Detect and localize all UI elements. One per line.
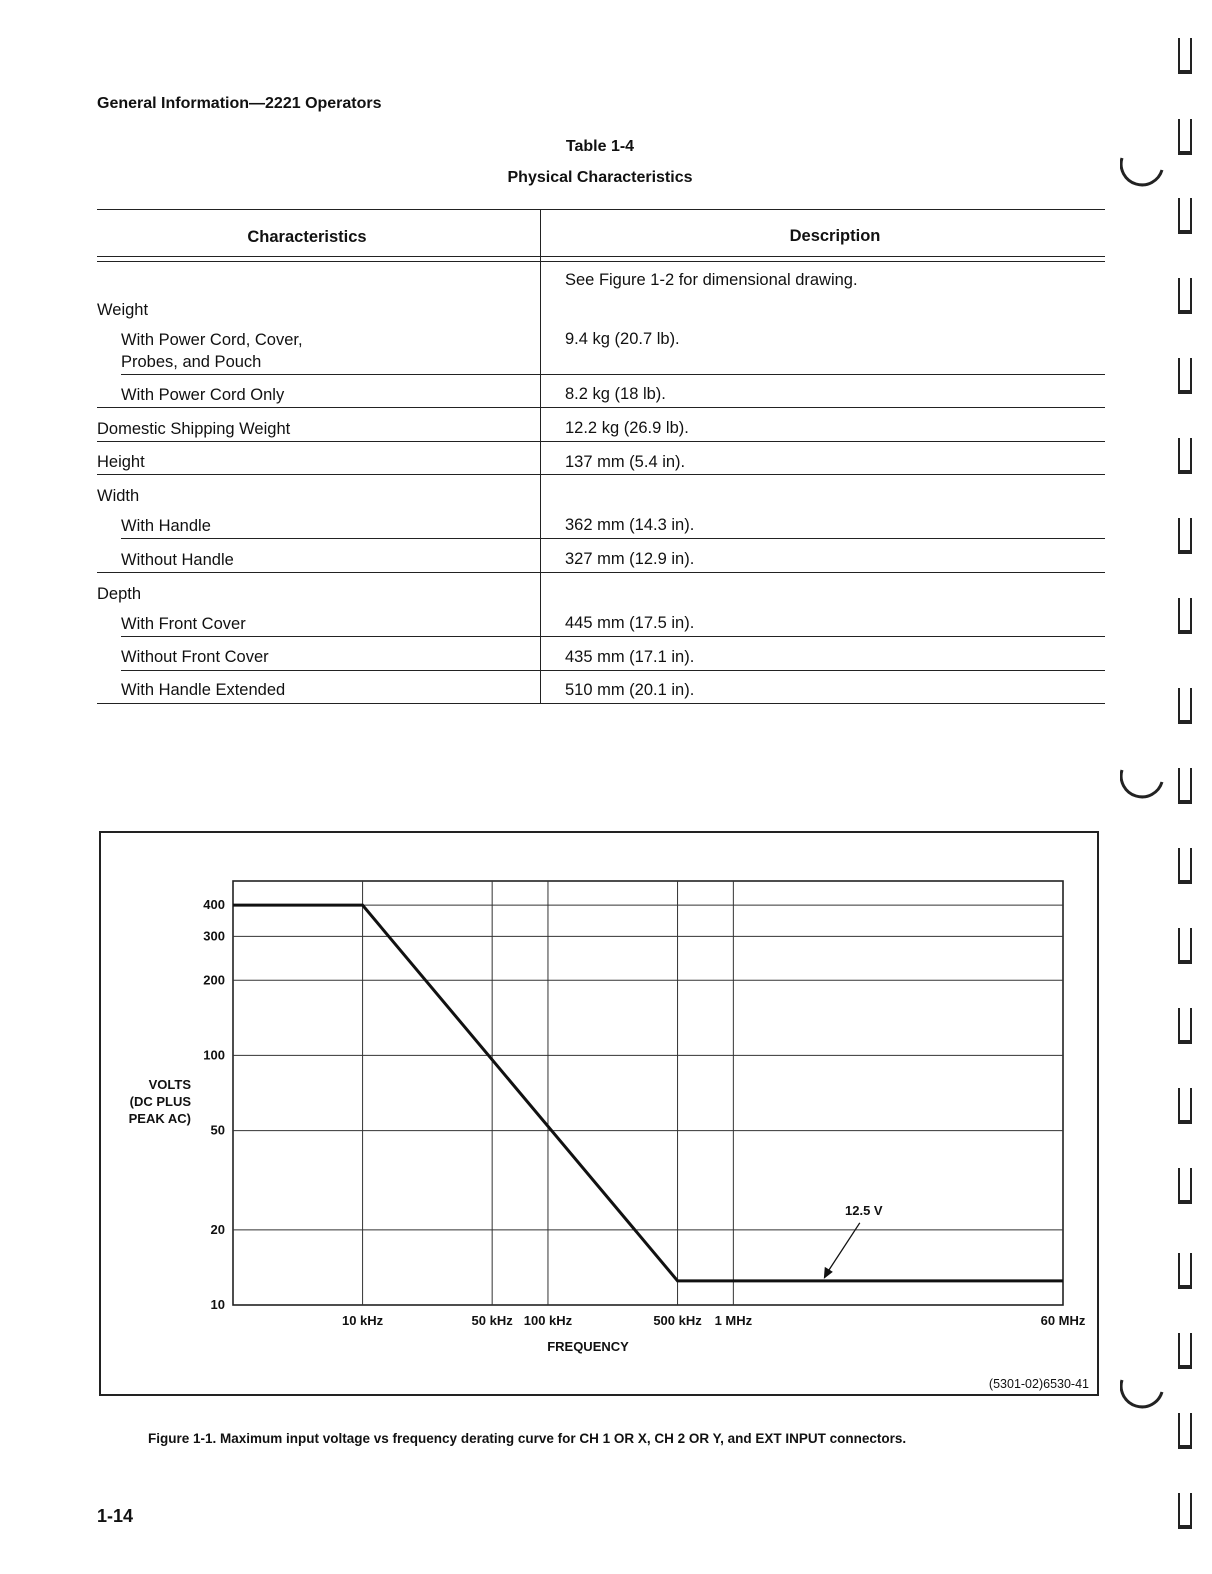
- y-tick-label: 400: [203, 897, 225, 913]
- y-tick-label: 100: [203, 1047, 225, 1063]
- table-title: Physical Characteristics: [507, 169, 693, 186]
- figure-frame: [99, 831, 1099, 1396]
- binder-hole: [1178, 598, 1192, 634]
- row-label-weight-full-cont: Probes, and Pouch: [121, 353, 262, 371]
- binder-hole: [1178, 358, 1192, 394]
- row-value-width-handle: 362 mm (14.3 in).: [565, 516, 695, 534]
- header-rule-2: [97, 261, 1105, 262]
- row-rule: [121, 670, 1105, 671]
- row-rule: [121, 538, 1105, 539]
- binder-hole: [1178, 1253, 1192, 1289]
- binder-hole: [1178, 518, 1192, 554]
- row-value-depth-cover: 445 mm (17.5 in).: [565, 614, 695, 632]
- row-label-weight-cord: With Power Cord Only: [121, 386, 285, 404]
- table-bottom-rule: [97, 703, 1105, 704]
- row-label-width-nohandle: Without Handle: [121, 551, 234, 569]
- x-tick-label: 10 kHz: [341, 1313, 384, 1328]
- row-value-depth-handle: 510 mm (20.1 in).: [565, 681, 695, 699]
- binder-hole: [1178, 198, 1192, 234]
- binder-hole: [1178, 1008, 1192, 1044]
- row-label-depth-cover: With Front Cover: [121, 615, 246, 633]
- row-label-depth-nocover: Without Front Cover: [121, 648, 269, 666]
- y-tick-label: 50: [210, 1122, 225, 1138]
- row-value-shipping: 12.2 kg (26.9 lb).: [565, 419, 689, 437]
- binder-hole: [1178, 1493, 1192, 1529]
- binder-hole: [1178, 768, 1192, 804]
- row-label-width-handle: With Handle: [121, 517, 211, 535]
- y-tick-label: 20: [210, 1221, 225, 1237]
- derating-chart: [101, 833, 1097, 1394]
- annotation-arrow-line: [826, 1223, 860, 1275]
- y-axis-label: PEAK AC): [128, 1110, 191, 1126]
- ring-hole: [1120, 150, 1164, 194]
- row-label-depth: Depth: [97, 585, 142, 603]
- y-tick-label: 200: [203, 972, 225, 988]
- binder-hole: [1178, 119, 1192, 155]
- row-label-height: Height: [97, 453, 145, 471]
- figure-caption: Figure 1-1. Maximum input voltage vs frequency derating curve for CH 1 OR X, CH 2 OR Y, and EXT INPUT connectors.: [148, 1431, 907, 1446]
- binder-hole: [1178, 928, 1192, 964]
- y-axis-label: VOLTS: [148, 1076, 191, 1092]
- row-value-height: 137 mm (5.4 in).: [565, 453, 686, 471]
- y-tick-label: 10: [210, 1297, 225, 1312]
- row-rule: [97, 441, 1105, 442]
- ring-hole: [1120, 762, 1164, 806]
- binder-hole: [1178, 848, 1192, 884]
- binder-hole: [1178, 438, 1192, 474]
- plot-frame: [233, 881, 1063, 1305]
- row-value-width-nohandle: 327 mm (12.9 in).: [565, 550, 695, 568]
- row-rule: [97, 572, 1105, 573]
- annotation-arrowhead: [824, 1267, 833, 1279]
- figure-part-number: (5301-02)6530-41: [988, 1377, 1089, 1391]
- row-value-depth-nocover: 435 mm (17.1 in).: [565, 648, 695, 666]
- row-label-weight-full: With Power Cord, Cover,: [121, 331, 303, 349]
- x-tick-label: 500 kHz: [653, 1313, 702, 1328]
- page-number: 1-14: [97, 1506, 134, 1526]
- header-rule-1: [97, 256, 1105, 257]
- binder-hole: [1178, 1168, 1192, 1204]
- row-value-weight-full: 9.4 kg (20.7 lb).: [565, 330, 680, 348]
- annotation-label: 12.5 V: [845, 1202, 883, 1218]
- row-rule: [97, 474, 1105, 475]
- y-axis-label: (DC PLUS: [129, 1093, 191, 1109]
- x-tick-label: 50 kHz: [471, 1313, 513, 1328]
- row-rule: [121, 374, 1105, 375]
- row-label-weight: Weight: [97, 301, 149, 319]
- row-rule: [97, 407, 1105, 408]
- table-number: Table 1-4: [565, 138, 635, 155]
- row-label-depth-handle: With Handle Extended: [121, 681, 286, 699]
- binder-hole: [1178, 1088, 1192, 1124]
- row-rule: [121, 636, 1105, 637]
- running-header: General Information—2221 Operators: [97, 95, 382, 112]
- binder-hole: [1178, 38, 1192, 74]
- column-divider: [540, 210, 541, 704]
- table-note: See Figure 1-2 for dimensional drawing.: [565, 271, 858, 289]
- binder-hole: [1178, 278, 1192, 314]
- binder-hole: [1178, 688, 1192, 724]
- x-tick-label: 60 MHz: [1040, 1313, 1086, 1328]
- column-header-characteristics: Characteristics: [247, 228, 367, 246]
- row-label-shipping: Domestic Shipping Weight: [97, 420, 291, 438]
- derating-curve: [233, 905, 1063, 1281]
- table-top-rule: [97, 209, 1105, 210]
- y-tick-label: 300: [203, 928, 225, 944]
- column-header-description: Description: [789, 227, 881, 245]
- ring-hole: [1120, 1372, 1164, 1416]
- row-label-width: Width: [97, 487, 140, 505]
- x-tick-label: 100 kHz: [523, 1313, 573, 1328]
- row-value-weight-cord: 8.2 kg (18 lb).: [565, 385, 666, 403]
- x-tick-label: 1 MHz: [714, 1313, 753, 1328]
- binder-hole: [1178, 1333, 1192, 1369]
- x-axis-label: FREQUENCY: [547, 1339, 629, 1354]
- binder-hole: [1178, 1413, 1192, 1449]
